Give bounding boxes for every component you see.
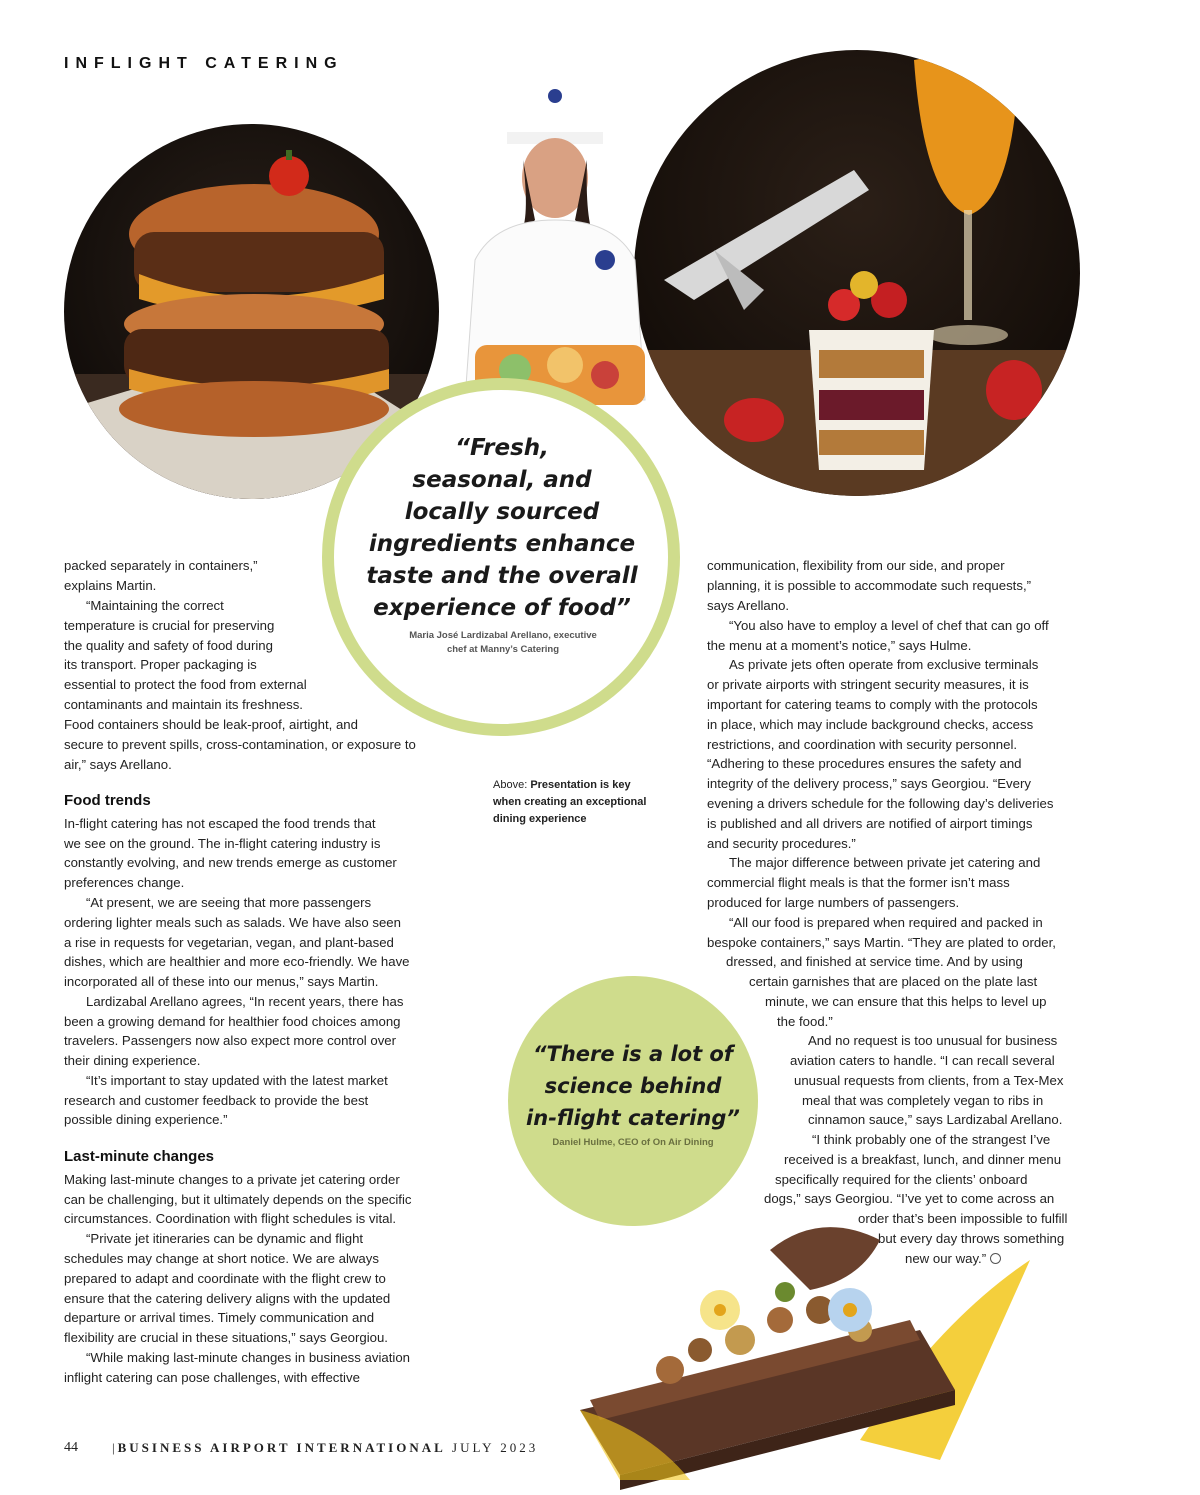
body-line: air,” says Arellano.: [64, 757, 172, 772]
pull-quote: [518, 1038, 748, 1134]
body-line: “Private jet itineraries can be dynamic and flight: [86, 1231, 364, 1246]
pull-quote-attribution: [378, 629, 628, 657]
pull-quote-line: “Fresh,: [455, 435, 549, 461]
cake-illustration: [560, 1200, 1080, 1490]
pull-quote-line: in-flight catering”: [526, 1106, 740, 1130]
body-line: secure to prevent spills, cross-contamination, or exposure to: [64, 737, 416, 752]
body-line: “All our food is prepared when required and packed in: [729, 915, 1043, 930]
body-line: schedules may change at short notice. We are always: [64, 1251, 379, 1266]
body-line: commercial flight meals is that the former isn’t mass: [707, 875, 1010, 890]
attribution-line: chef at Manny’s Catering: [446, 644, 560, 655]
body-line: packed separately in containers,”: [64, 558, 258, 573]
caption-line: Presentation is key: [530, 779, 631, 791]
caption-prefix: Above:: [493, 779, 531, 791]
pull-quote-line: science behind: [544, 1074, 722, 1098]
body-line: flexibility are crucial in these situations,” says Georgiou.: [64, 1330, 388, 1345]
body-line: been a growing demand for healthier food choices among: [64, 1014, 401, 1029]
body-line: dressed, and finished at service time. And by using: [726, 954, 1023, 969]
body-line: Food containers should be leak-proof, airtight, and: [64, 717, 358, 732]
body-line: ensure that the catering delivery aligns with the updated: [64, 1291, 391, 1306]
pull-quote: [352, 432, 652, 624]
body-line: communication, flexibility from our side, and proper: [707, 558, 1005, 573]
issue-date: JULY 2023: [452, 1440, 539, 1455]
body-line: produced for large numbers of passengers.: [707, 895, 960, 910]
body-line: “While making last-minute changes in business aviation: [86, 1350, 410, 1365]
body-line: important for catering teams to comply with the protocols: [707, 697, 1038, 712]
body-line: its transport. Proper packaging is: [64, 657, 257, 672]
body-line: aviation caters to handle. “I can recall several: [790, 1053, 1055, 1068]
body-line: cinnamon sauce,” says Lardizabal Arellano.: [808, 1112, 1063, 1127]
pull-quote-line: “There is a lot of: [533, 1042, 733, 1066]
body-line: but every day throws something: [878, 1231, 1065, 1246]
body-line: unusual requests from clients, from a Tex-Mex: [794, 1073, 1064, 1088]
body-line: the quality and safety of food during: [64, 638, 273, 653]
body-line: inflight catering can pose challenges, with effective: [64, 1370, 360, 1385]
body-line: meal that was completely vegan to ribs in: [802, 1093, 1044, 1108]
body-line: incorporated all of these into our menus,” says Martin.: [64, 974, 379, 989]
body-line: prepared to adapt and coordinate with the flight crew to: [64, 1271, 386, 1286]
body-line: and security procedures.”: [707, 836, 856, 851]
body-line: “Adhering to these procedures ensures the safety and: [707, 756, 1022, 771]
body-line: received is a breakfast, lunch, and dinner menu: [784, 1152, 1062, 1167]
body-line: constantly evolving, and new trends emerge as customer: [64, 855, 397, 870]
body-line: departure or arrival times. Timely communication and: [64, 1310, 375, 1325]
body-line: travelers. Passengers now also expect more control over: [64, 1033, 397, 1048]
body-line: we see on the ground. The in-flight catering industry is: [64, 836, 381, 851]
body-line: evening a drivers schedule for the following day’s deliveries: [707, 796, 1054, 811]
pull-quote-line: experience of food”: [373, 595, 631, 621]
subhead-food-trends: Food trends: [64, 792, 151, 809]
page-number: 44: [64, 1440, 78, 1455]
body-line: In-flight catering has not escaped the food trends that: [64, 816, 376, 831]
body-line: “At present, we are seeing that more passengers: [86, 895, 372, 910]
body-line: specifically required for the clients’ onboard: [775, 1172, 1028, 1187]
body-line: a rise in requests for vegetarian, vegan, and plant-based: [64, 935, 394, 950]
subhead-last-minute-changes: Last-minute changes: [64, 1148, 215, 1165]
body-line: contaminants and maintain its freshness.: [64, 697, 303, 712]
body-line: in place, which may include background checks, access: [707, 717, 1034, 732]
body-line: ordering lighter meals such as salads. We have also seen: [64, 915, 401, 930]
body-line: is published and all drivers are notified of airport timings: [707, 816, 1033, 831]
body-line: essential to protect the food from external: [64, 677, 307, 692]
body-line: “You also have to employ a level of chef that can go off: [729, 618, 1049, 633]
pull-quote-attribution: Daniel Hulme, CEO of On Air Dining: [552, 1137, 714, 1148]
body-line: Making last-minute changes to a private jet catering order: [64, 1172, 400, 1187]
body-line: the food.”: [777, 1014, 833, 1029]
body-line: dishes, which are healthier and more eco-friendly. We have: [64, 954, 410, 969]
body-line: integrity of the delivery process,” says Georgiou. “Every: [707, 776, 1031, 791]
body-line: possible dining experience.”: [64, 1112, 228, 1127]
body-line: research and customer feedback to provide the best: [64, 1093, 369, 1108]
body-line-text: new our way.”: [905, 1251, 987, 1266]
body-line: “I think probably one of the strangest I’ve: [812, 1132, 1051, 1147]
body-line: certain garnishes that are placed on the plate last: [749, 974, 1038, 989]
body-line: minute, we can ensure that this helps to level up: [765, 994, 1047, 1009]
body-line: says Arellano.: [707, 598, 790, 613]
photo-caption: [493, 777, 683, 828]
body-line: can be challenging, but it ultimately depends on the specific: [64, 1192, 412, 1207]
body-line: the menu at a moment’s notice,” says Hulme.: [707, 638, 972, 653]
pull-quote-line: locally sourced: [404, 499, 600, 525]
publication-name: BUSINESS AIRPORT INTERNATIONAL: [117, 1440, 446, 1455]
body-line: “Maintaining the correct: [86, 598, 224, 613]
caption-line: dining experience: [493, 813, 587, 825]
body-line: circumstances. Coordination with flight schedules is vital.: [64, 1211, 397, 1226]
body-line: order that’s been impossible to fulfill: [858, 1211, 1068, 1226]
section-label: INFLIGHT CATERING: [64, 55, 344, 72]
attribution-line: Maria José Lardizabal Arellano, executive: [409, 630, 597, 641]
parfait-photo: [634, 50, 1080, 496]
body-line: explains Martin.: [64, 578, 157, 593]
body-line: preferences change.: [64, 875, 185, 890]
body-line: Lardizabal Arellano agrees, “In recent years, there has: [86, 994, 404, 1009]
body-line: temperature is crucial for preserving: [64, 618, 275, 633]
body-line: bespoke containers,” says Martin. “They are plated to order,: [707, 935, 1056, 950]
body-line: As private jets often operate from exclusive terminals: [729, 657, 1039, 672]
body-line: The major difference between private jet catering and: [729, 855, 1041, 870]
body-line: restrictions, and coordination with security personnel.: [707, 737, 1018, 752]
body-line: And no request is too unusual for business: [808, 1033, 1058, 1048]
caption-line: when creating an exceptional: [493, 796, 647, 808]
body-line: or private airports with stringent security measures, it is: [707, 677, 1029, 692]
body-line: planning, it is possible to accommodate such requests,”: [707, 578, 1031, 593]
body-line: dogs,” says Georgiou. “I’ve yet to come across an: [764, 1191, 1055, 1206]
pull-quote-line: taste and the overall: [366, 563, 638, 589]
body-line: “It’s important to stay updated with the latest market: [86, 1073, 388, 1088]
body-line: their dining experience.: [64, 1053, 201, 1068]
footer-separator: |: [112, 1440, 118, 1455]
pull-quote-line: seasonal, and: [412, 467, 592, 493]
pull-quote-line: ingredients enhance: [368, 531, 636, 557]
footer-publication: [112, 1440, 538, 1456]
